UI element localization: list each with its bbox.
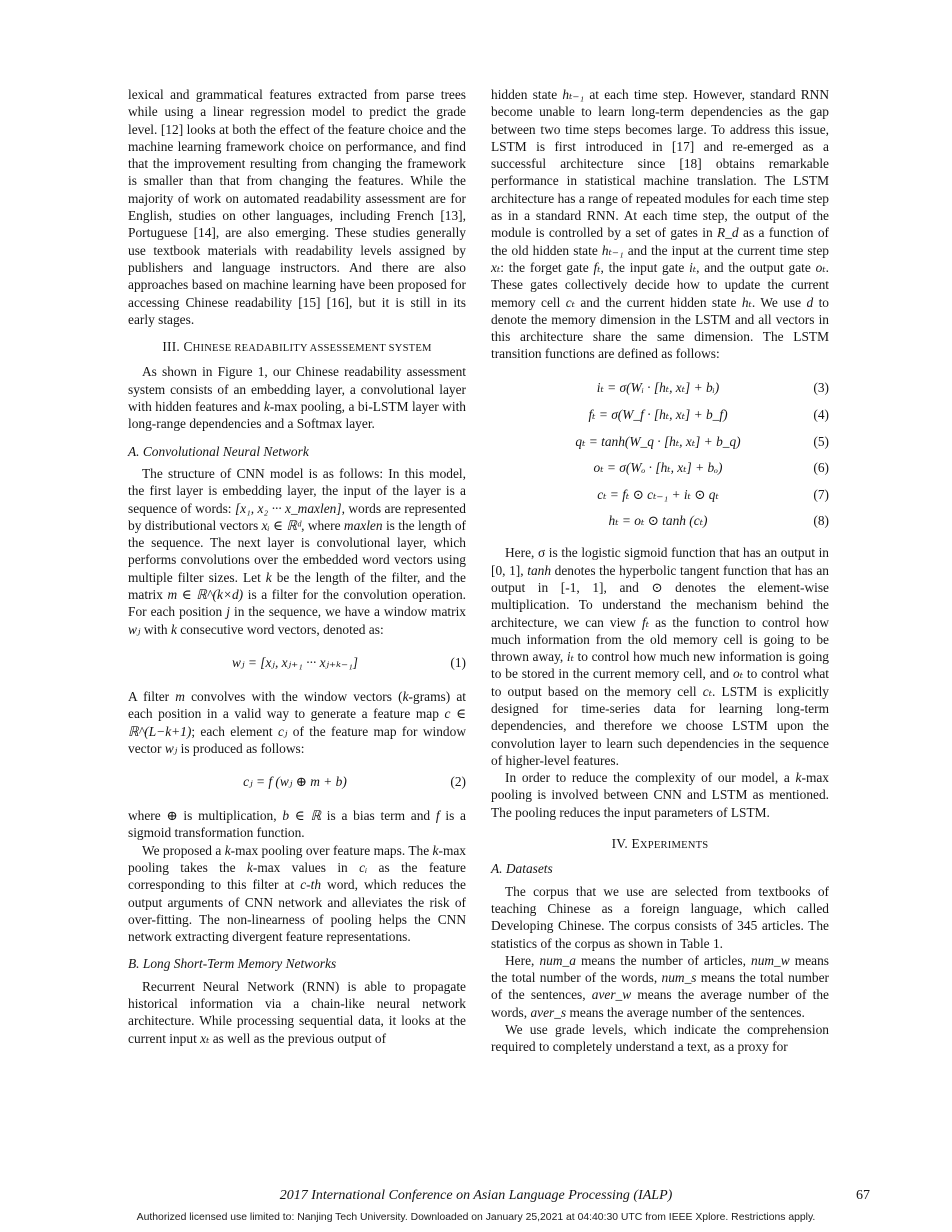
text: as a function of the old hidden state — [491, 225, 829, 258]
math-inline: iₜ — [689, 259, 697, 275]
equation-number: (5) — [813, 433, 829, 449]
text: Here, σ is the logistic sigmoid function that has an output in [0, 1], — [491, 545, 829, 578]
paragraph-corpus: The corpus that we use are selected from textbooks of teaching Chinese as a foreign language, which called Developing Chinese. The corpus consists of 345 articles. The statistics of the corpus as shown in Table 1. — [491, 883, 829, 951]
text: , the input gate — [600, 259, 690, 275]
text: In order to reduce the complexity of our model, a — [505, 770, 796, 786]
text: of the feature map for window vector — [128, 723, 466, 756]
math-inline: cₜ — [702, 683, 713, 699]
equation-number: (8) — [813, 513, 829, 529]
section-heading-iv — [491, 835, 829, 854]
text: . These gates collectively decide how to update the current memory cell — [491, 259, 829, 310]
math-inline: xₜ — [491, 259, 501, 275]
equation-1 — [128, 650, 466, 676]
right-column — [491, 86, 829, 1056]
paragraph-complexity — [491, 769, 829, 821]
math-var: c-th — [300, 877, 322, 893]
math-var: k — [432, 842, 439, 858]
section-title-initial: C — [183, 339, 193, 355]
math-var: k — [224, 842, 231, 858]
text: is the length of the sequence. The next layer is convolutional layer, which performs convolutions over the embedded word vectors using multiple filter sizes. Let — [128, 517, 466, 585]
text: -max pooling over feature maps. The — [230, 842, 433, 858]
text: and the input at the current time step — [623, 242, 829, 258]
math-inline: wⱼ — [164, 740, 178, 756]
math-inline: cⱼ — [277, 723, 288, 739]
text: to control how much new information is going to be stored in the current memory cell, and — [491, 649, 829, 682]
math-inline: oₜ — [815, 259, 826, 275]
text: be the length of the filter, and the matrix — [128, 569, 466, 603]
license-notice: Authorized licensed use limited to: Nanjing Tech University. Downloaded on January 25,2021 at 04:40:30 UTC from IEEE Xplore. Restrictions apply. — [136, 1212, 816, 1223]
equation-3 — [491, 375, 829, 402]
text: : the forget gate — [500, 259, 594, 275]
equation-expression: wⱼ = [xⱼ, xⱼ₊₁ ··· xⱼ₊ₖ₋₁] — [232, 655, 358, 671]
math-inline: hₜ₋₁ — [601, 242, 624, 258]
text: word, which reduces the output arguments of CNN network and alleviates the risk of over-fitting. The non-linearness of pooling helps the CNN network extracting divergent feature representations. — [128, 877, 466, 945]
text: . LSTM is explicitly designed for time-series data for learning long-term dependencies, and therefore we choose LSTM upon the convolution layer to learn such dependencies in the sequence of higher-level features. — [491, 683, 830, 768]
equation-number: (4) — [813, 406, 829, 422]
text: means the total number of the words, — [491, 952, 829, 986]
math-inline: hₜ₋₁ — [562, 87, 585, 102]
text: means the number of articles, — [575, 952, 751, 968]
text: as the feature corresponding to this filter at — [128, 859, 466, 893]
math-var: maxlen — [343, 517, 383, 533]
math-inline: num_w — [751, 952, 790, 968]
section-number: III. — [162, 339, 180, 355]
text: Here, — [505, 952, 540, 968]
math-inline: [x₁, x₂ ··· x_maxlen] — [234, 500, 342, 516]
text: , words are represented by distributional vectors — [128, 500, 466, 533]
text: We proposed a — [142, 842, 225, 858]
text: , where — [301, 517, 344, 533]
equation-block-lstm — [491, 375, 829, 535]
equation-number: (3) — [813, 380, 829, 396]
paragraph-where — [128, 807, 466, 842]
equation-expression: fₜ = σ(W_f · [hₜ, xₜ] + b_f) — [588, 406, 728, 422]
text: as the function to control how much information from the old memory cell is going to be thrown away, — [491, 614, 829, 665]
subsection-heading-lstm: B. Long Short-Term Memory Networks — [128, 956, 337, 972]
math-var: f — [435, 808, 440, 824]
text: to control what to output based on the memory cell — [491, 666, 830, 699]
text: . We use — [751, 294, 807, 310]
math-var: m — [175, 688, 185, 704]
equation-expression: qₜ = tanh(W_q · [hₜ, xₜ] + b_q) — [575, 433, 741, 449]
math-inline: oₜ — [733, 666, 743, 682]
text: -max pooling takes the — [128, 842, 466, 875]
equation-7 — [491, 481, 829, 508]
equation-expression: iₜ = σ(Wᵢ · [hₜ, xₜ] + bᵢ) — [596, 380, 720, 396]
math-inline: aver_w — [591, 987, 632, 1003]
math-var: k — [265, 569, 272, 585]
math-var: k — [795, 770, 802, 786]
text: is produced as follows: — [177, 740, 305, 756]
paragraph-lstm-explain — [491, 544, 829, 769]
text: is a filter for the convolution operation. For each position — [128, 587, 466, 620]
paragraph-related-work: lexical and grammatical features extracted from parse trees while using a linear regression model to predict the grade level. [12] looks at both the effect of the feature choice and the machine learning framework choice on performance, and find that the improvement resulting from changing the framework is smaller than that from changing the features. While the majority of work on automated readability assessment are for English, studies on other languages, including French [13], Portuguese [14], are also emerging. These studies generally use textbook materials with readability levels assigned by publishers and language instructors. And there are also approaches based on machine learning have been proposed for accessing Chinese readability [15] [16], but it is still in its early stages. — [128, 87, 466, 327]
math-inline: m ∈ ℝ^(k×d) — [167, 587, 244, 603]
text: hidden state — [491, 87, 563, 102]
paragraph-grade-levels: We use grade levels, which indicate the comprehension required to completely understand a text, as a proxy for — [491, 1022, 829, 1055]
text: means the average number of the sentences. — [566, 1004, 805, 1020]
paragraph-rnn — [128, 978, 466, 1047]
section-title-smallcaps: HINESE READABILITY ASSESSEMENT SYSTEM — [192, 343, 432, 355]
section-number: IV. — [611, 836, 628, 852]
math-var: d — [806, 294, 814, 310]
math-inline: fₜ — [642, 614, 650, 630]
math-inline: num_a — [539, 952, 576, 968]
paragraph-filter — [128, 688, 466, 757]
paragraph-lstm-intro — [491, 86, 829, 363]
text: means the total number of the sentences, — [491, 970, 829, 1003]
math-inline: num_s — [661, 970, 697, 986]
section-title-smallcaps: XPERIMENTS — [639, 840, 709, 852]
subsection-heading-datasets: A. Datasets — [491, 861, 553, 877]
text: As shown in Figure 1, our Chinese readability assessment system consists of an embedding layer, a convolutional layer with hidden features and — [128, 364, 466, 415]
equation-expression: cⱼ = f (wⱼ ⊕ m + b) — [243, 774, 347, 790]
equation-6 — [491, 455, 829, 482]
math-inline: wⱼ — [128, 621, 141, 637]
text: means the average number of the words, — [491, 987, 829, 1020]
math-inline: xₜ — [200, 1030, 210, 1046]
text: with — [140, 621, 171, 637]
paragraph-kmax-pooling — [128, 842, 466, 946]
footer-conference: 2017 International Conference on Asian Language Processing (IALP) — [279, 1188, 673, 1203]
text: at each time step. However, standard RNN become unable to learn long-term dependencies as the gap between two time steps becomes large. To address this issue, LSTM is first introduced in [17] and re-emerged as a successful architecture since [18] obtains remarkable performance in statistical machine translation. The LSTM architecture has a range of repeated modules for each time step as in a standard RNN. At each time step, the output of the module is controlled by a set of gates in — [491, 87, 829, 241]
paragraph-notation — [491, 952, 829, 1021]
paragraph-cnn-structure — [128, 465, 466, 638]
text: convolves with the window vectors ( — [184, 688, 403, 704]
math-inline: cᵢ — [359, 859, 368, 875]
equation-number: (6) — [813, 460, 829, 476]
equation-number: (2) — [450, 774, 466, 790]
text: in the sequence, we have a window matrix — [229, 604, 466, 620]
text: is a sigmoid transformation function. — [128, 808, 466, 841]
text: as well as the previous output of — [209, 1030, 387, 1046]
math-inline: iₜ — [566, 649, 574, 665]
equation-expression: oₜ = σ(Wₒ · [hₜ, xₜ] + bₒ) — [593, 460, 723, 476]
text: ; each element — [191, 723, 278, 739]
text: , and the output gate — [696, 259, 816, 275]
math-inline: R_d — [717, 225, 739, 241]
equation-number: (7) — [813, 486, 829, 502]
text: is a bias term and — [321, 808, 436, 824]
text: to denote the memory dimension in the LSTM and all vectors in this architecture share the same dimension. The LSTM transition functions are defined as follows: — [491, 294, 829, 362]
text: A filter — [128, 688, 176, 704]
text: The structure of CNN model is as follows: In this model, the first layer is embedding layer, the input of the layer is a sequence of words: — [128, 465, 466, 516]
math-var: k — [402, 688, 409, 704]
math-inline: hₜ — [741, 294, 752, 310]
equation-expression: cₜ = fₜ ⊙ cₜ₋₁ + iₜ ⊙ qₜ — [597, 486, 719, 502]
equation-8 — [491, 508, 829, 535]
text: -max pooling is involved between CNN and LSTM as mentioned. The pooling reduces the input parameters of LSTM. — [491, 770, 829, 820]
text: and the current hidden state — [574, 294, 742, 310]
equation-4 — [491, 401, 829, 428]
text: where ⊕ is multiplication, — [128, 808, 283, 824]
section-heading-iii — [128, 338, 466, 357]
left-column — [128, 86, 466, 1047]
text: Recurrent Neural Network (RNN) is able to propagate historical information via a chain-like neural network architecture. While processing sequential data, it looks at the current input — [128, 978, 466, 1046]
text: -grams) at each position in a valid way to generate a feature map — [128, 688, 467, 722]
math-var: k — [246, 859, 253, 875]
text: -max values in — [252, 859, 360, 875]
equation-2 — [128, 769, 466, 795]
text: -max pooling, a bi-LSTM layer with long-range dependencies and a Softmax layer. — [128, 399, 466, 432]
subsection-heading-cnn: A. Convolutional Neural Network — [128, 443, 309, 459]
math-var: k — [170, 621, 177, 637]
math-inline: aver_s — [530, 1004, 567, 1020]
text: consecutive word vectors, denoted as: — [176, 621, 384, 637]
text: denotes the hyperbolic tangent function that has an output in [-1, 1], and ⊙ denotes the element-wise multiplication. To understand the mechanism behind the architecture, we can view — [491, 562, 829, 630]
math-inline: cₜ — [565, 294, 575, 310]
equation-expression: hₜ = oₜ ⊙ tanh (cₜ) — [608, 513, 708, 529]
math-inline: xᵢ ∈ ℝᵈ — [261, 517, 302, 533]
equation-number: (1) — [450, 655, 466, 671]
math-inline: b ∈ ℝ — [282, 808, 322, 824]
page-number: 67 — [856, 1188, 870, 1203]
math-var: j — [226, 604, 230, 620]
math-inline: c ∈ ℝ^(L−k+1) — [128, 706, 466, 739]
math-inline: fₜ — [593, 259, 601, 275]
math-var: k — [263, 399, 270, 415]
equation-5 — [491, 428, 829, 455]
math-var: tanh — [527, 562, 552, 578]
section-title-initial: E — [631, 836, 640, 852]
paragraph-system-overview — [128, 363, 466, 432]
